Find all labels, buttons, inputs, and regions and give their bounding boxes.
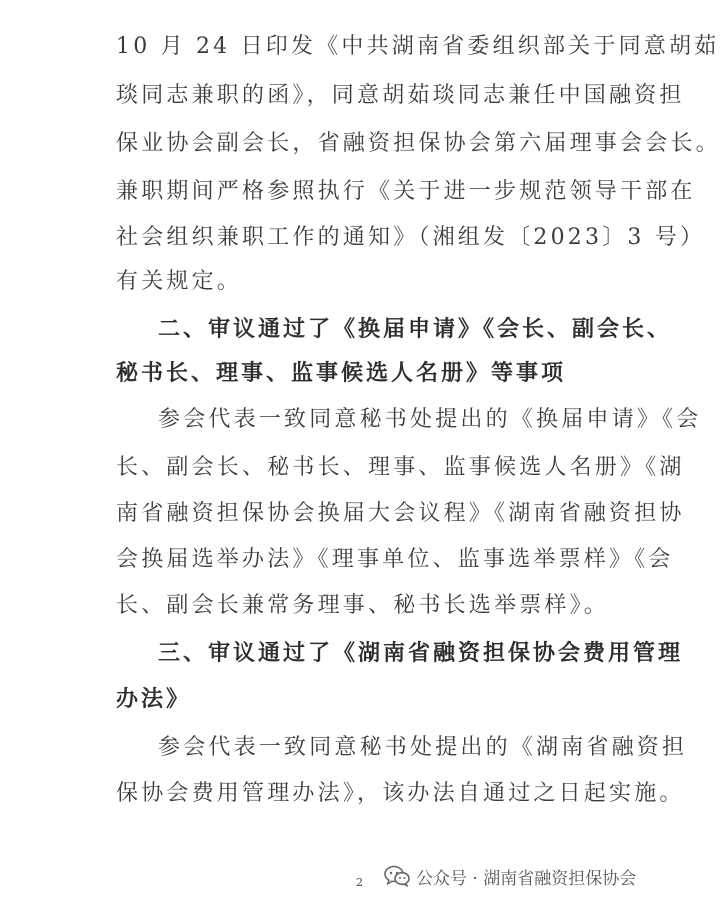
body-text-line: 南省融资担保协会换届大会议程》《湖南省融资担协 xyxy=(116,501,685,526)
body-text-line: 10 月 24 日印发《中共湖南省委组织部关于同意胡茹 xyxy=(116,34,720,59)
section-heading-continuation: 秘书长、理事、监事候选人名册》等事项 xyxy=(116,361,567,386)
section-heading: 二、审议通过了《换届申请》《会长、副会长、 xyxy=(158,317,673,342)
body-text-line: 长、副会长兼常务理事、秘书长选举票样》。 xyxy=(116,593,610,618)
page-number: 2 xyxy=(356,876,363,889)
body-text-line: 社会组织兼职工作的通知》（湘组发〔2023〕3 号） xyxy=(116,225,706,250)
watermark-text: 公众号 · 湖南省融资担保协会 xyxy=(416,868,637,889)
body-text-line: 兼职期间严格参照执行《关于进一步规范领导干部在 xyxy=(116,179,696,204)
body-text-line: 长、副会长、秘书长、理事、监事候选人名册》《湖 xyxy=(116,455,685,480)
section-heading-continuation: 办法》 xyxy=(116,687,192,712)
body-text-line: 会换届选举办法》《理事单位、监事选举票样》《会 xyxy=(116,547,674,572)
wechat-watermark xyxy=(384,862,636,890)
body-text-line: 保协会费用管理办法》，该办法自通过之日起实施。 xyxy=(116,781,685,806)
body-text-line: 有关规定。 xyxy=(116,269,243,294)
body-text-line: 保业协会副会长，省融资担保协会第六届理事会会长。 xyxy=(116,131,721,156)
wechat-icon xyxy=(384,865,410,887)
section-heading: 三、审议通过了《湖南省融资担保协会费用管理 xyxy=(158,641,684,666)
body-text-line: 琰同志兼职的函》，同意胡茹琰同志兼任中国融资担 xyxy=(116,83,685,108)
body-text-line: 参会代表一致同意秘书处提出的《换届申请》《会 xyxy=(158,407,702,432)
body-text-line: 参会代表一致同意秘书处提出的《湖南省融资担 xyxy=(158,735,688,760)
